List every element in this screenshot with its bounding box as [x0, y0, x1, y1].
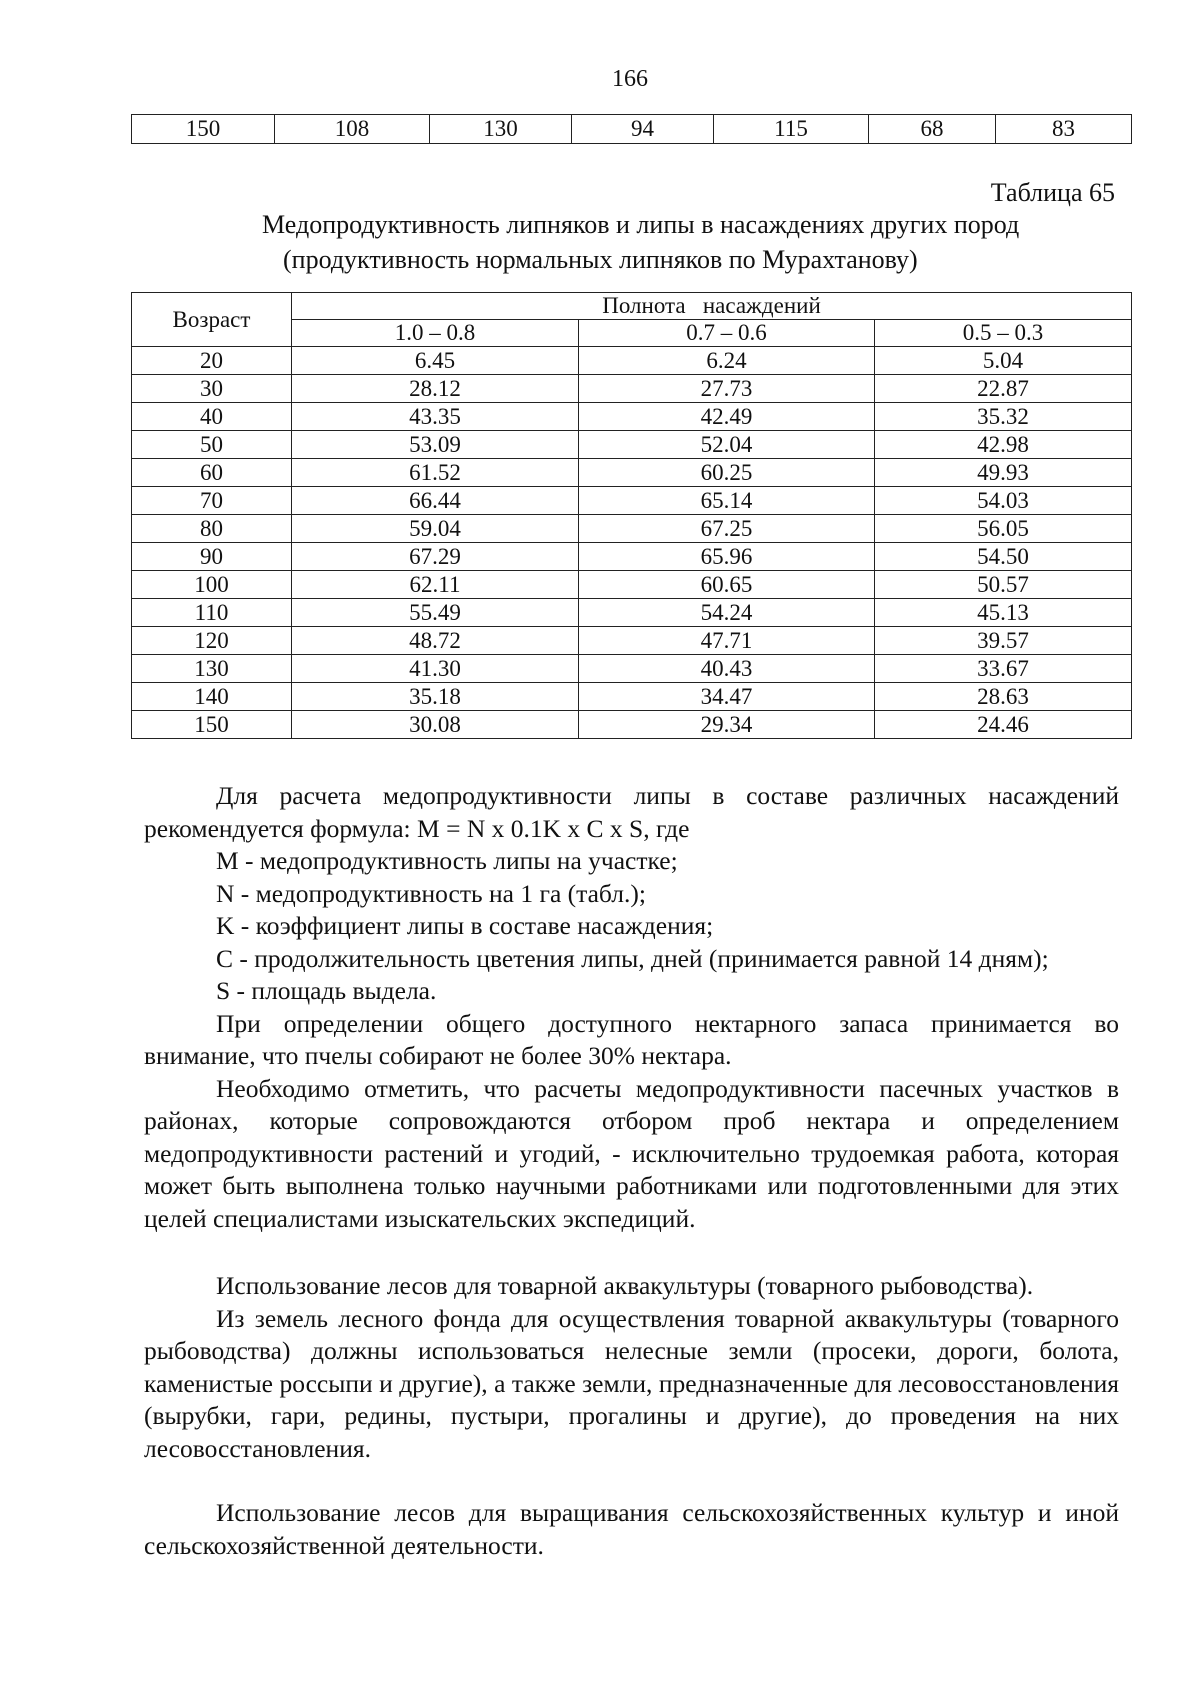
value-cell: 59.04: [292, 515, 579, 543]
table-row: [132, 571, 1132, 599]
value-cell: 61.52: [292, 459, 579, 487]
definition-n: N - медопродуктивность на 1 га (табл.);: [216, 878, 646, 908]
age-cell: 40: [132, 403, 292, 431]
table-row: [132, 459, 1132, 487]
value-cell: 27.73: [579, 375, 875, 403]
value-cell: 52.04: [579, 431, 875, 459]
age-cell: 60: [132, 459, 292, 487]
table-row: [132, 599, 1132, 627]
paragraph-aquaculture: Из земель лесного фонда для осуществления товарной аквакультуры (товарного рыбоводства) должны использоваться нелесные земли (просеки, дороги, болота, каменистые россыпи и другие), а также земли, предназначенные для лесовосстановления (вырубки, гари, редины, пустыри, прогалины и другие), до проведения на них лесовосстановления.: [144, 1303, 1119, 1463]
definition-c: C - продолжительность цветения липы, дней (принимается равной 14 дням);: [216, 943, 1049, 973]
value-cell: 30.08: [292, 711, 579, 739]
formula-intro: Для расчета медопродуктивности липы в составе различных насаждений рекомендуется формула: M = N x 0.1K x C x S, где: [144, 781, 1119, 843]
value-cell: 5.04: [875, 347, 1132, 375]
continued-table-row: [131, 114, 1132, 144]
table-cell: 94: [572, 115, 714, 144]
aquaculture-section: [144, 1270, 1119, 1465]
table-row: [132, 683, 1132, 711]
table-cell: 83: [996, 115, 1132, 144]
table-cell: 68: [869, 115, 996, 144]
table-subtitle: (продуктивность нормальных липняков по Мурахтанову): [283, 245, 918, 274]
value-cell: 67.25: [579, 515, 875, 543]
honey-productivity-table: [131, 292, 1132, 739]
table-row: [132, 515, 1132, 543]
paragraph-nectar: При определении общего доступного нектарного запаса принимается во внимание, что пчелы собирают не более 30% нектара.: [144, 1008, 1119, 1070]
value-cell: 6.24: [579, 347, 875, 375]
value-cell: 48.72: [292, 627, 579, 655]
value-cell: 34.47: [579, 683, 875, 711]
value-cell: 55.49: [292, 599, 579, 627]
definition-k: K - коэффициент липы в составе насаждения;: [216, 911, 714, 940]
table-cell: 130: [430, 115, 572, 144]
definition-m: M - медопродуктивность липы на участке;: [216, 846, 678, 875]
table-cell: 108: [275, 115, 430, 144]
table-row: [132, 627, 1132, 655]
column-header: 1.0 – 0.8: [292, 320, 579, 347]
value-cell: 41.30: [292, 655, 579, 683]
table-row: [132, 115, 1132, 144]
value-cell: 45.13: [875, 599, 1132, 627]
value-cell: 65.96: [579, 543, 875, 571]
heading-aquaculture: Использование лесов для товарной аквакультуры (товарного рыбоводства).: [216, 1271, 1034, 1300]
age-cell: 80: [132, 515, 292, 543]
value-cell: 42.98: [875, 431, 1132, 459]
table-row: [132, 487, 1132, 515]
table-header-row: [132, 293, 1132, 320]
column-group-header-density: Полнота насаждений: [292, 293, 1132, 320]
value-cell: 53.09: [292, 431, 579, 459]
column-header: 0.7 – 0.6: [579, 320, 875, 347]
definition-s: S - площадь выдела.: [216, 976, 437, 1005]
value-cell: 40.43: [579, 655, 875, 683]
age-cell: 100: [132, 571, 292, 599]
table-row: [132, 711, 1132, 739]
value-cell: 65.14: [579, 487, 875, 515]
value-cell: 60.25: [579, 459, 875, 487]
value-cell: 54.50: [875, 543, 1132, 571]
table-row: [132, 347, 1132, 375]
table-row: [132, 431, 1132, 459]
age-cell: 140: [132, 683, 292, 711]
age-cell: 110: [132, 599, 292, 627]
age-cell: 20: [132, 347, 292, 375]
value-cell: 29.34: [579, 711, 875, 739]
age-cell: 150: [132, 711, 292, 739]
age-cell: 90: [132, 543, 292, 571]
value-cell: 33.67: [875, 655, 1132, 683]
value-cell: 56.05: [875, 515, 1132, 543]
value-cell: 35.32: [875, 403, 1132, 431]
column-header-age: Возраст: [132, 293, 292, 347]
agriculture-section: [144, 1497, 1119, 1562]
table-row: [132, 403, 1132, 431]
value-cell: 54.24: [579, 599, 875, 627]
age-cell: 120: [132, 627, 292, 655]
column-header: 0.5 – 0.3: [875, 320, 1132, 347]
value-cell: 35.18: [292, 683, 579, 711]
value-cell: 50.57: [875, 571, 1132, 599]
formula-section: [144, 780, 1119, 1235]
paragraph-note: Необходимо отметить, что расчеты медопродуктивности пасечных участков в районах, которые сопровождаются отбором проб нектара и определением медопродуктивности растений и угодий, - исключительно трудоемкая работа, которая может быть выполнена только научными работниками или подготовленными для этих целей специалистами изыскательских экспедиций.: [144, 1073, 1119, 1233]
age-cell: 130: [132, 655, 292, 683]
value-cell: 43.35: [292, 403, 579, 431]
value-cell: 60.65: [579, 571, 875, 599]
heading-agriculture: Использование лесов для выращивания сельскохозяйственных культур и иной сельскохозяйственной деятельности.: [144, 1498, 1119, 1560]
value-cell: 49.93: [875, 459, 1132, 487]
value-cell: 22.87: [875, 375, 1132, 403]
value-cell: 62.11: [292, 571, 579, 599]
age-cell: 30: [132, 375, 292, 403]
age-cell: 70: [132, 487, 292, 515]
value-cell: 6.45: [292, 347, 579, 375]
age-cell: 50: [132, 431, 292, 459]
value-cell: 54.03: [875, 487, 1132, 515]
table-row: [132, 375, 1132, 403]
page-number: 166: [612, 66, 648, 92]
value-cell: 28.63: [875, 683, 1132, 711]
value-cell: 47.71: [579, 627, 875, 655]
value-cell: 42.49: [579, 403, 875, 431]
table-title: Медопродуктивность липняков и липы в насаждениях других пород: [262, 210, 1020, 239]
table-label: Таблица 65: [990, 178, 1115, 207]
table-row: [132, 543, 1132, 571]
value-cell: 24.46: [875, 711, 1132, 739]
table-cell: 150: [132, 115, 275, 144]
value-cell: 39.57: [875, 627, 1132, 655]
value-cell: 67.29: [292, 543, 579, 571]
table-cell: 115: [714, 115, 869, 144]
table-row: [132, 655, 1132, 683]
value-cell: 66.44: [292, 487, 579, 515]
value-cell: 28.12: [292, 375, 579, 403]
